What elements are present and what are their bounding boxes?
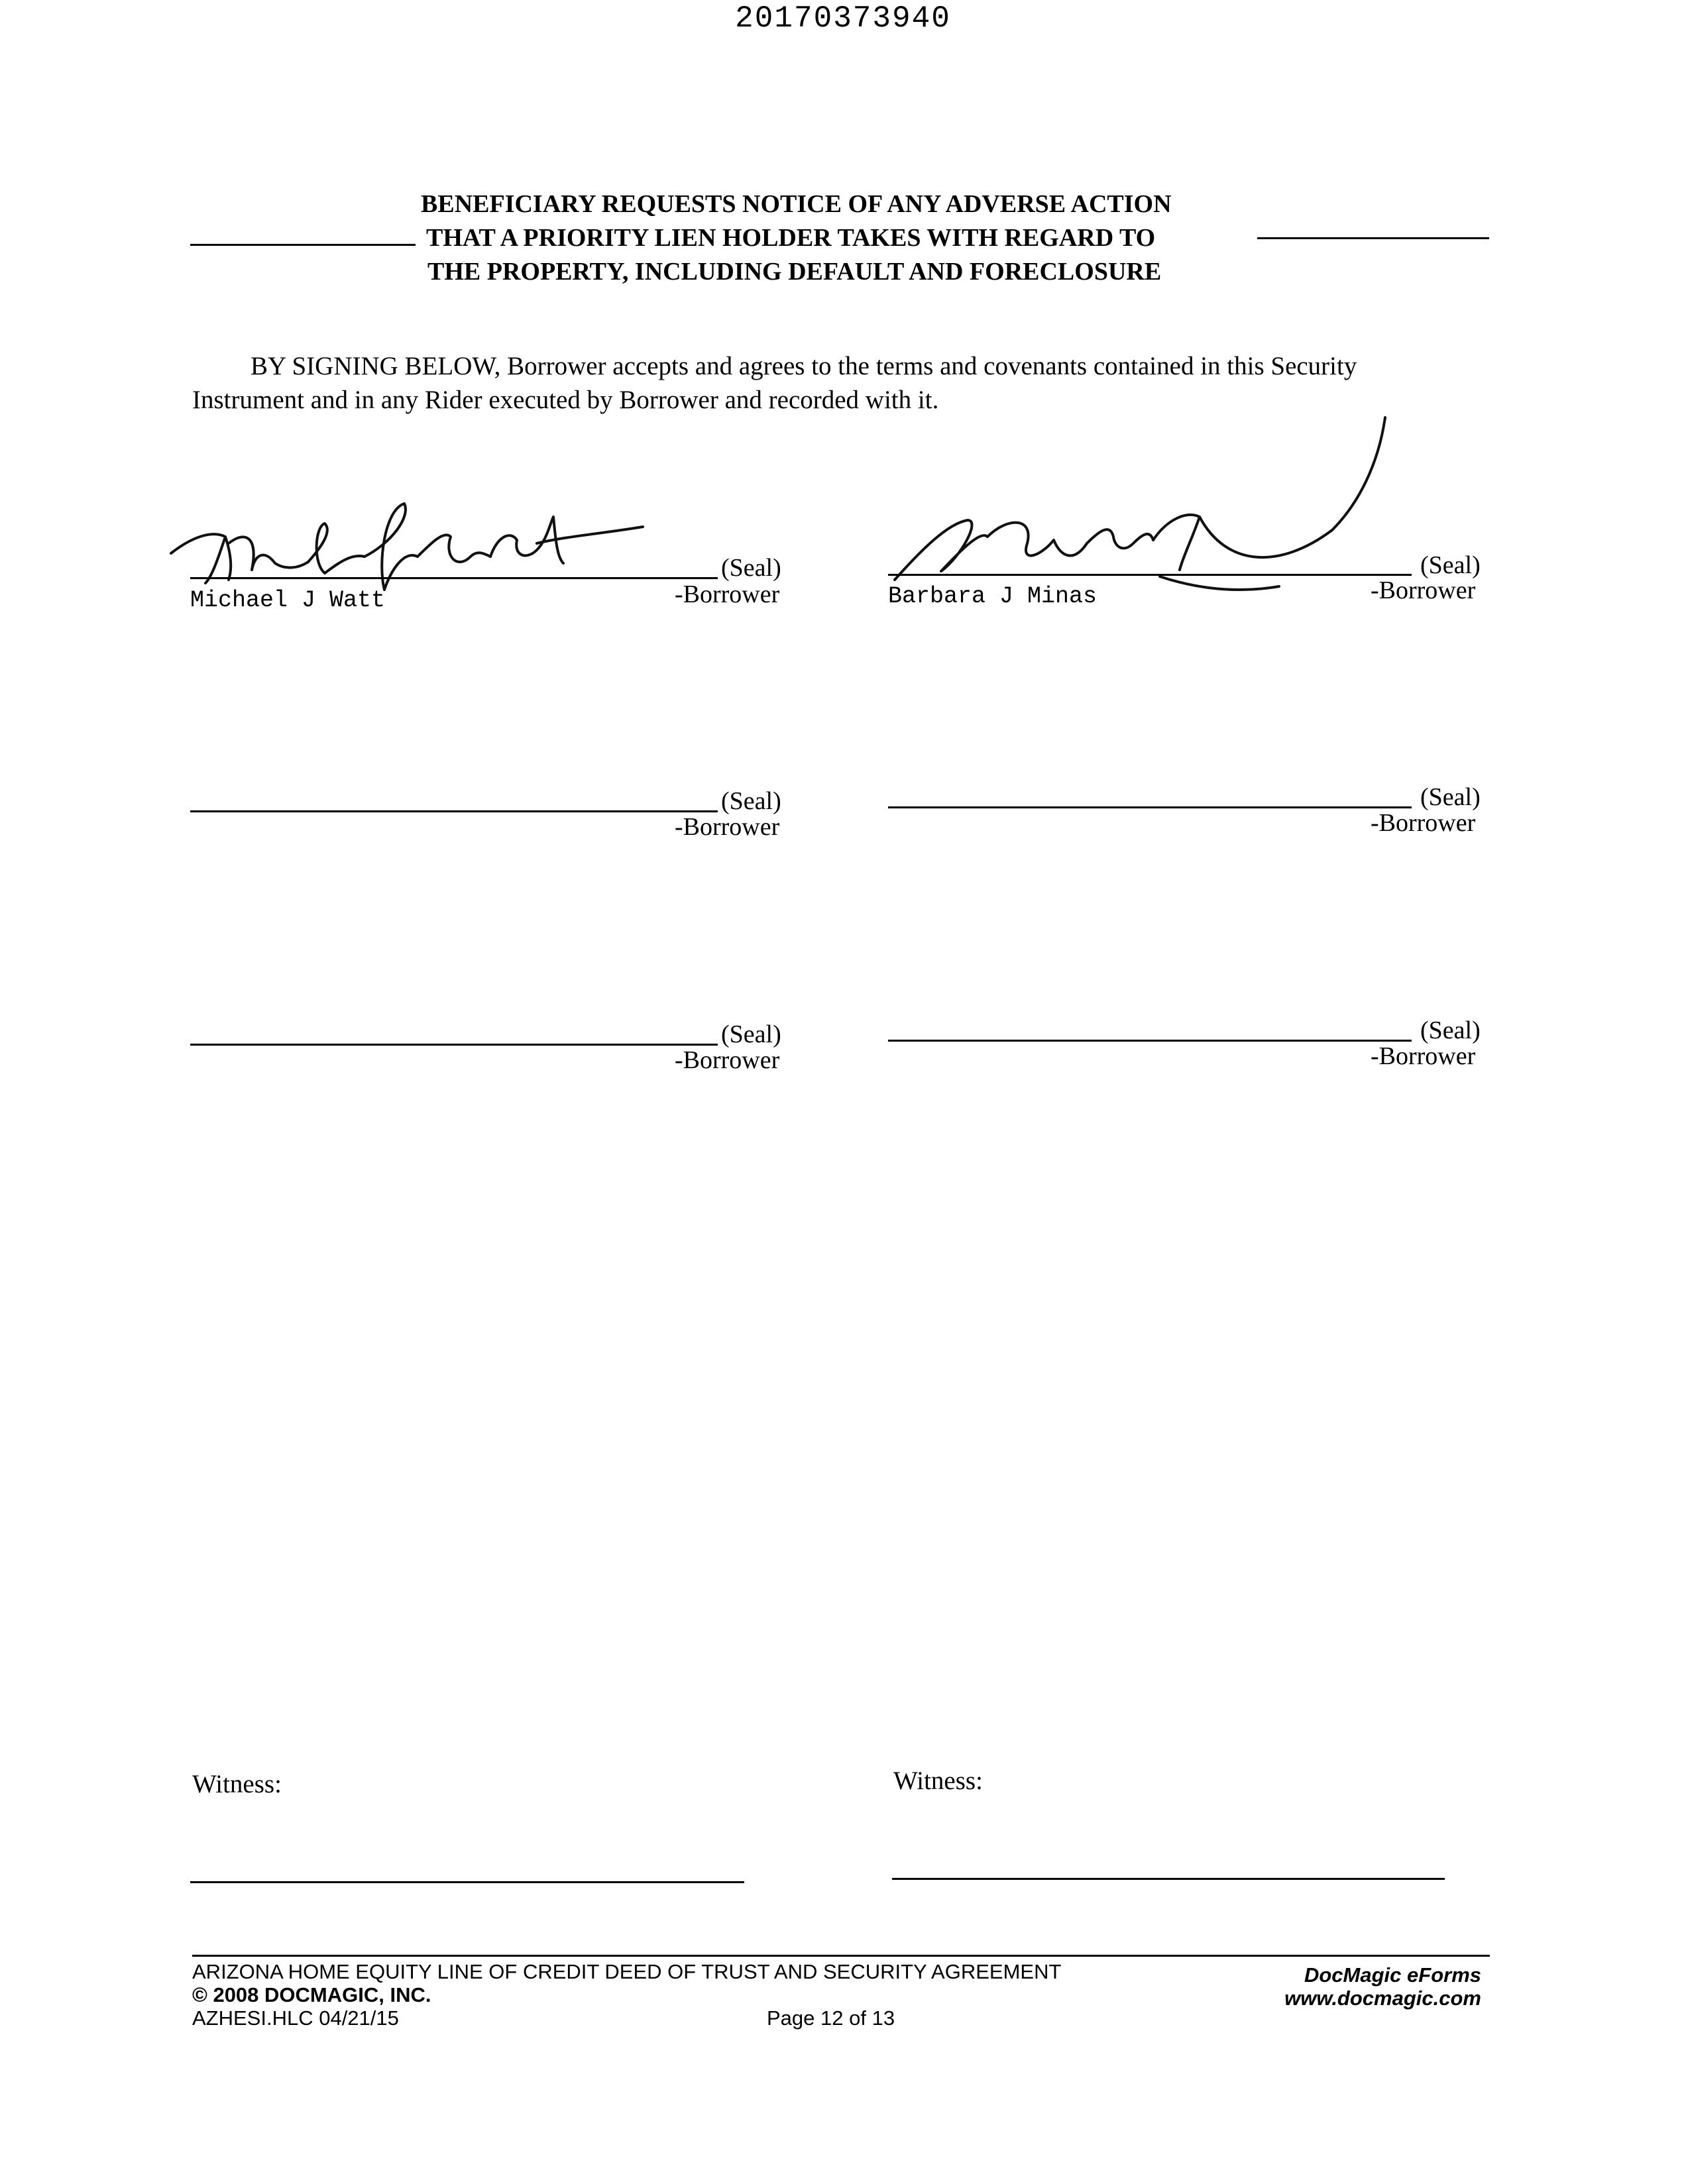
witness-label: Witness: (893, 1767, 983, 1795)
heading-line-2: THAT A PRIORITY LIEN HOLDER TAKES WITH REGARD TO (426, 224, 1156, 252)
borrower-label: -Borrower (1371, 1042, 1476, 1070)
seal-label: (Seal) (1420, 551, 1481, 579)
signature-line[interactable] (190, 577, 718, 579)
copyright: © 2008 DOCMAGIC, INC. (192, 1983, 431, 2006)
seal-label: (Seal) (721, 1020, 781, 1048)
borrower-label: -Borrower (675, 1046, 780, 1074)
borrower-label: -Borrower (1371, 576, 1476, 604)
agreement-line-2: Instrument and in any Rider executed by Borrower and recorded with it. (192, 386, 939, 414)
seal-label: (Seal) (721, 554, 781, 582)
form-code: AZHESI.HLC 04/21/15 (192, 2006, 399, 2030)
signature-line[interactable] (190, 810, 718, 812)
heading-rule-left (190, 244, 416, 246)
borrower-name: Barbara J Minas (888, 583, 1097, 610)
footer-rule (192, 1955, 1490, 1957)
borrower-label: -Borrower (675, 580, 780, 608)
seal-label: (Seal) (1420, 783, 1481, 811)
docmagic-logo: DocMagic eForms (1304, 1963, 1481, 1987)
witness-signature-line[interactable] (892, 1878, 1445, 1880)
signature-line[interactable] (888, 1040, 1412, 1042)
section-heading (411, 188, 1272, 289)
heading-rule-right (1257, 237, 1489, 239)
seal-label: (Seal) (1420, 1016, 1481, 1044)
agreement-line-1: BY SIGNING BELOW, Borrower accepts and agrees to the terms and covenants contained in this Security (251, 352, 1357, 380)
recording-number: 20170373940 (735, 1, 951, 36)
heading-line-3: THE PROPERTY, INCLUDING DEFAULT AND FORECLOSURE (427, 258, 1162, 286)
borrower-label: -Borrower (675, 813, 780, 841)
signature-line[interactable] (888, 806, 1412, 808)
form-title: ARIZONA HOME EQUITY LINE OF CREDIT DEED OF TRUST AND SECURITY AGREEMENT (192, 1960, 1062, 1983)
borrower-name: Michael J Watt (190, 587, 386, 614)
witness-signature-line[interactable] (190, 1881, 744, 1883)
seal-label: (Seal) (721, 787, 781, 815)
docmagic-website: www.docmagic.com (1284, 1987, 1481, 2010)
signature-barbara-minas (881, 398, 1398, 610)
signature-line[interactable] (190, 1044, 718, 1046)
page-number: Page 12 of 13 (767, 2006, 895, 2030)
heading-line-1: BENEFICIARY REQUESTS NOTICE OF ANY ADVERSE ACTION (421, 190, 1172, 218)
borrower-label: -Borrower (1371, 809, 1476, 837)
signature-line[interactable] (888, 574, 1412, 576)
witness-label: Witness: (192, 1770, 282, 1798)
